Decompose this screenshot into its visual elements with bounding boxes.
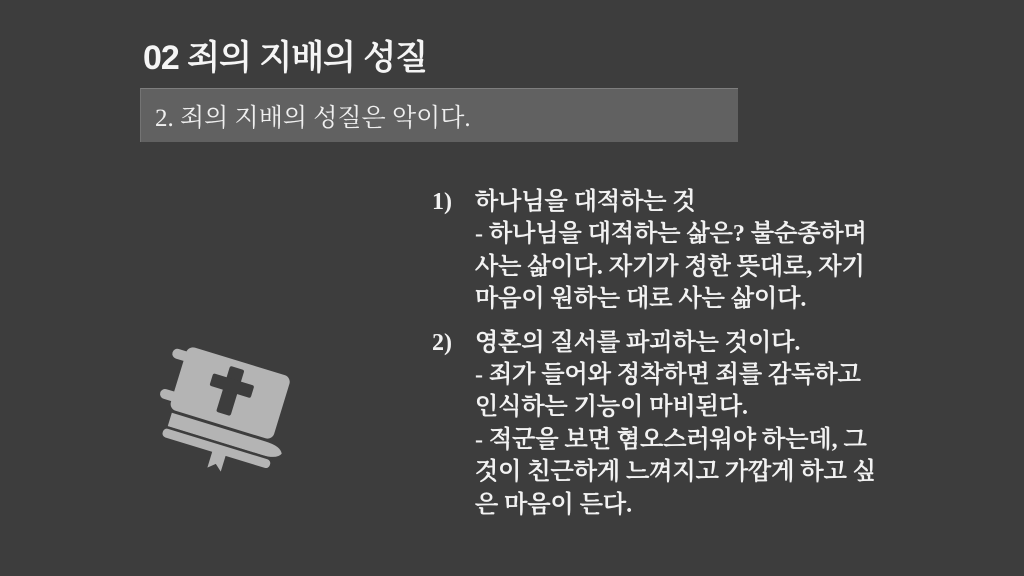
list-item: [432, 186, 922, 316]
list-item-number: 1): [432, 189, 452, 215]
text-line: 하나님을 대적하는 것: [475, 189, 696, 215]
text-line: - 적군을 보면 혐오스러워야 하는데, 그: [475, 426, 867, 453]
subtitle-bar: [140, 88, 738, 142]
list-item-number: 2): [432, 329, 452, 356]
bible-icon: [140, 336, 320, 499]
slide-title: 02 죄의 지배의 성질: [143, 39, 428, 77]
text-line: 인식하는 기능이 마비된다.: [475, 394, 749, 421]
text-line: 것이 친근하게 느껴지고 가깝게 하고 싶: [475, 459, 876, 486]
text-line: 마음이 원하는 대로 사는 삶이다.: [475, 286, 807, 313]
list-item-text: [475, 186, 922, 316]
text-line: - 죄가 들어와 정착하면 죄를 감독하고: [475, 361, 861, 388]
text-line: 은 마음이 든다.: [475, 491, 633, 518]
subtitle-text: 2. 죄의 지배의 성질은 악이다.: [155, 104, 471, 132]
text-line: - 하나님을 대적하는 삶은? 불순종하며: [475, 221, 867, 248]
text-line: 사는 삶이다. 자기가 정한 뜻대로, 자기: [475, 253, 865, 280]
slide-body: [432, 186, 922, 532]
list-item: [432, 327, 922, 521]
text-line: 영혼의 질서를 파괴하는 것이다.: [475, 329, 801, 356]
list-item-text: [475, 327, 922, 521]
